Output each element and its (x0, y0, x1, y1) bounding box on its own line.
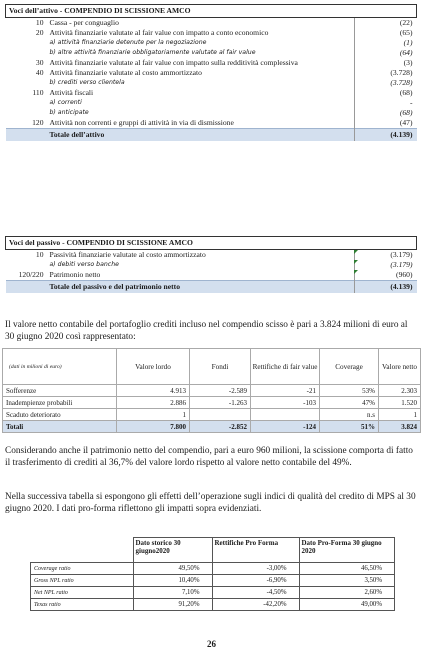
row-code: 110 (32, 88, 44, 97)
ratio-value: -42,20% (212, 599, 299, 611)
balance-row (6, 260, 417, 270)
ratio-value: 7,10% (133, 587, 212, 599)
attivo-table (5, 4, 417, 141)
total-spacer (6, 129, 50, 142)
col-fondi: Fondi (190, 349, 251, 385)
totals-value: -2.852 (190, 421, 251, 433)
balance-row (6, 98, 417, 108)
row-value: (47) (354, 118, 417, 129)
row-value: (68) (354, 108, 417, 118)
ratio-value: -4,50% (212, 587, 299, 599)
total-label: Totale dell’attivo (50, 129, 355, 142)
row-description: Attività finanziarie valutate al fair value con impatto sulla redditività complessiva (49, 58, 298, 67)
cell-value (251, 409, 320, 421)
row-value: (3.728) (354, 68, 417, 78)
ratio-value: -3,00% (212, 563, 299, 575)
balance-row (6, 38, 417, 48)
cell-value: 2.303 (379, 385, 421, 397)
col-dato-pro-forma: Dato Pro-Forma 30 giugno 2020 (299, 538, 395, 563)
col-coverage: Coverage (320, 349, 379, 385)
row-value: (1) (354, 38, 417, 48)
row-code (6, 38, 50, 48)
ratio-value: 49,00% (299, 599, 395, 611)
row-code (6, 78, 50, 88)
ratio-label: Texas ratio (31, 599, 134, 611)
attivo-header: Voci dell’attivo - COMPENDIO DI SCISSIONE AMCO (6, 5, 417, 18)
paragraph-portafoglio: Il valore netto contabile del portafoglio crediti incluso nel compendio scisso è pari a 3.824 milioni di euro al 30 giugno 2020 così rappresentato: (5, 320, 408, 342)
table-row (31, 599, 395, 611)
row-value: (64) (354, 48, 417, 58)
total-value: (4.139) (354, 281, 417, 294)
balance-row (6, 118, 417, 129)
row-code (6, 108, 50, 118)
table-row (3, 409, 421, 421)
balance-row (6, 18, 417, 29)
row-code: 120 (32, 118, 44, 127)
ratio-value: 49,50% (133, 563, 212, 575)
balance-row (6, 48, 417, 58)
totals-value: 3.824 (379, 421, 421, 433)
total-row (6, 281, 417, 294)
row-code (6, 48, 50, 58)
balance-row (6, 250, 417, 261)
ratio-value: 46,50% (299, 563, 395, 575)
balance-row (6, 28, 417, 38)
col-valore-netto: Valore netto (379, 349, 421, 385)
cell-value: -1.263 (190, 397, 251, 409)
row-code (6, 98, 50, 108)
balance-row (6, 270, 417, 281)
table-row (3, 397, 421, 409)
page-number: 26 (207, 639, 216, 649)
row-label: Scaduto deteriorato (3, 409, 117, 421)
row-value: (3.728) (354, 78, 417, 88)
row-description: Attività finanziarie valutate al costo ammortizzato (49, 68, 202, 77)
cell-value: 1 (117, 409, 190, 421)
cell-value: 53% (320, 385, 379, 397)
row-code: 10 (35, 250, 44, 259)
ratio-label: Net NPL ratio (31, 587, 134, 599)
row-code: 30 (35, 58, 44, 67)
row-code: 40 (35, 68, 44, 77)
cell-value: -21 (251, 385, 320, 397)
totals-row (3, 421, 421, 433)
row-value: (3.179) (354, 260, 417, 270)
table-row (31, 575, 395, 587)
row-description: Attività non correnti e gruppi di attività in via di dismissione (49, 118, 234, 127)
paragraph-scissione: Considerando anche il patrimonio netto del compendio, pari a euro 960 milioni, la scissione comporta di fatto il trasferimento di crediti al 36,7% del valore lordo rispetto al valore netto contabile del 49%. (5, 446, 413, 468)
row-code (6, 260, 50, 270)
row-code: 20 (35, 28, 44, 37)
row-description: Patrimonio netto (49, 270, 101, 279)
cell-value (190, 409, 251, 421)
totals-label: Totali (3, 421, 117, 433)
cell-value: -2.589 (190, 385, 251, 397)
row-value: (65) (354, 28, 417, 38)
row-code: 120/220 (18, 270, 44, 279)
row-description: a) correnti (49, 99, 82, 106)
crediti-table (2, 348, 421, 433)
cell-value: 2.886 (117, 397, 190, 409)
total-label: Totale del passivo e del patrimonio netto (50, 281, 355, 294)
balance-row (6, 58, 417, 68)
indici-corner (31, 538, 134, 563)
cell-value: 1.520 (379, 397, 421, 409)
ratio-value: 2,60% (299, 587, 395, 599)
ratio-label: Coverage ratio (31, 563, 134, 575)
row-description: Attività fiscali (49, 88, 94, 97)
col-valore-lordo: Valore lordo (117, 349, 190, 385)
indici-table (30, 537, 395, 611)
balance-row (6, 88, 417, 98)
ratio-value: 91,20% (133, 599, 212, 611)
ratio-label: Gross NPL ratio (31, 575, 134, 587)
row-description: b) crediti verso clientela (49, 79, 125, 86)
row-value: (960) (354, 270, 417, 281)
col-rettifiche-pro-forma: Rettifiche Pro Forma (212, 538, 299, 563)
col-dato-storico: Dato storico 30 giugno2020 (133, 538, 212, 563)
cell-value: 47% (320, 397, 379, 409)
row-value: - (354, 98, 417, 108)
row-description: b) altre attività finanziarie obbligatoriamente valutate al fair value (49, 49, 256, 56)
row-description: Cassa - per conguaglio (49, 18, 119, 27)
table-row (3, 385, 421, 397)
row-label: Inadempienze probabili (3, 397, 117, 409)
total-value: (4.139) (354, 129, 417, 142)
row-value: (22) (354, 18, 417, 29)
ratio-value: 3,50% (299, 575, 395, 587)
balance-row (6, 78, 417, 88)
passivo-header: Voci del passivo - COMPENDIO DI SCISSIONE AMCO (6, 237, 417, 250)
row-code: 10 (35, 18, 44, 27)
ratio-value: -6,90% (212, 575, 299, 587)
totals-value: -124 (251, 421, 320, 433)
cell-value: n.s (320, 409, 379, 421)
col-rettifiche: Rettifiche di fair value (251, 349, 320, 385)
total-row (6, 129, 417, 142)
row-description: Passività finanziarie valutate al costo ammortizzato (49, 250, 206, 259)
cell-value: -103 (251, 397, 320, 409)
row-description: a) debiti verso banche (49, 261, 119, 268)
balance-row (6, 108, 417, 118)
row-value: (3.179) (354, 250, 417, 261)
unit-label: (dati in milioni di euro) (3, 349, 117, 385)
ratio-value: 10,40% (133, 575, 212, 587)
row-label: Sofferenze (3, 385, 117, 397)
row-description: Attività finanziarie valutate al fair value con impatto a conto economico (49, 28, 269, 37)
table-row (31, 563, 395, 575)
cell-value: 1 (379, 409, 421, 421)
total-spacer (6, 281, 50, 294)
passivo-table (5, 236, 417, 293)
row-value: (3) (354, 58, 417, 68)
totals-value: 7.800 (117, 421, 190, 433)
totals-value: 51% (320, 421, 379, 433)
row-value: (68) (354, 88, 417, 98)
cell-value: 4.913 (117, 385, 190, 397)
row-description: a) attività finanziarie detenute per la negoziazione (49, 39, 207, 46)
table-row (31, 587, 395, 599)
row-description: b) anticipate (49, 109, 89, 116)
paragraph-indici: Nella successiva tabella si espongono gli effetti dell’operazione sugli indici di qualità del credito di MPS al 30 giugno 2020. I dati pro-forma riflettono gli impatti sopra evidenziati. (5, 492, 416, 514)
balance-row (6, 68, 417, 78)
